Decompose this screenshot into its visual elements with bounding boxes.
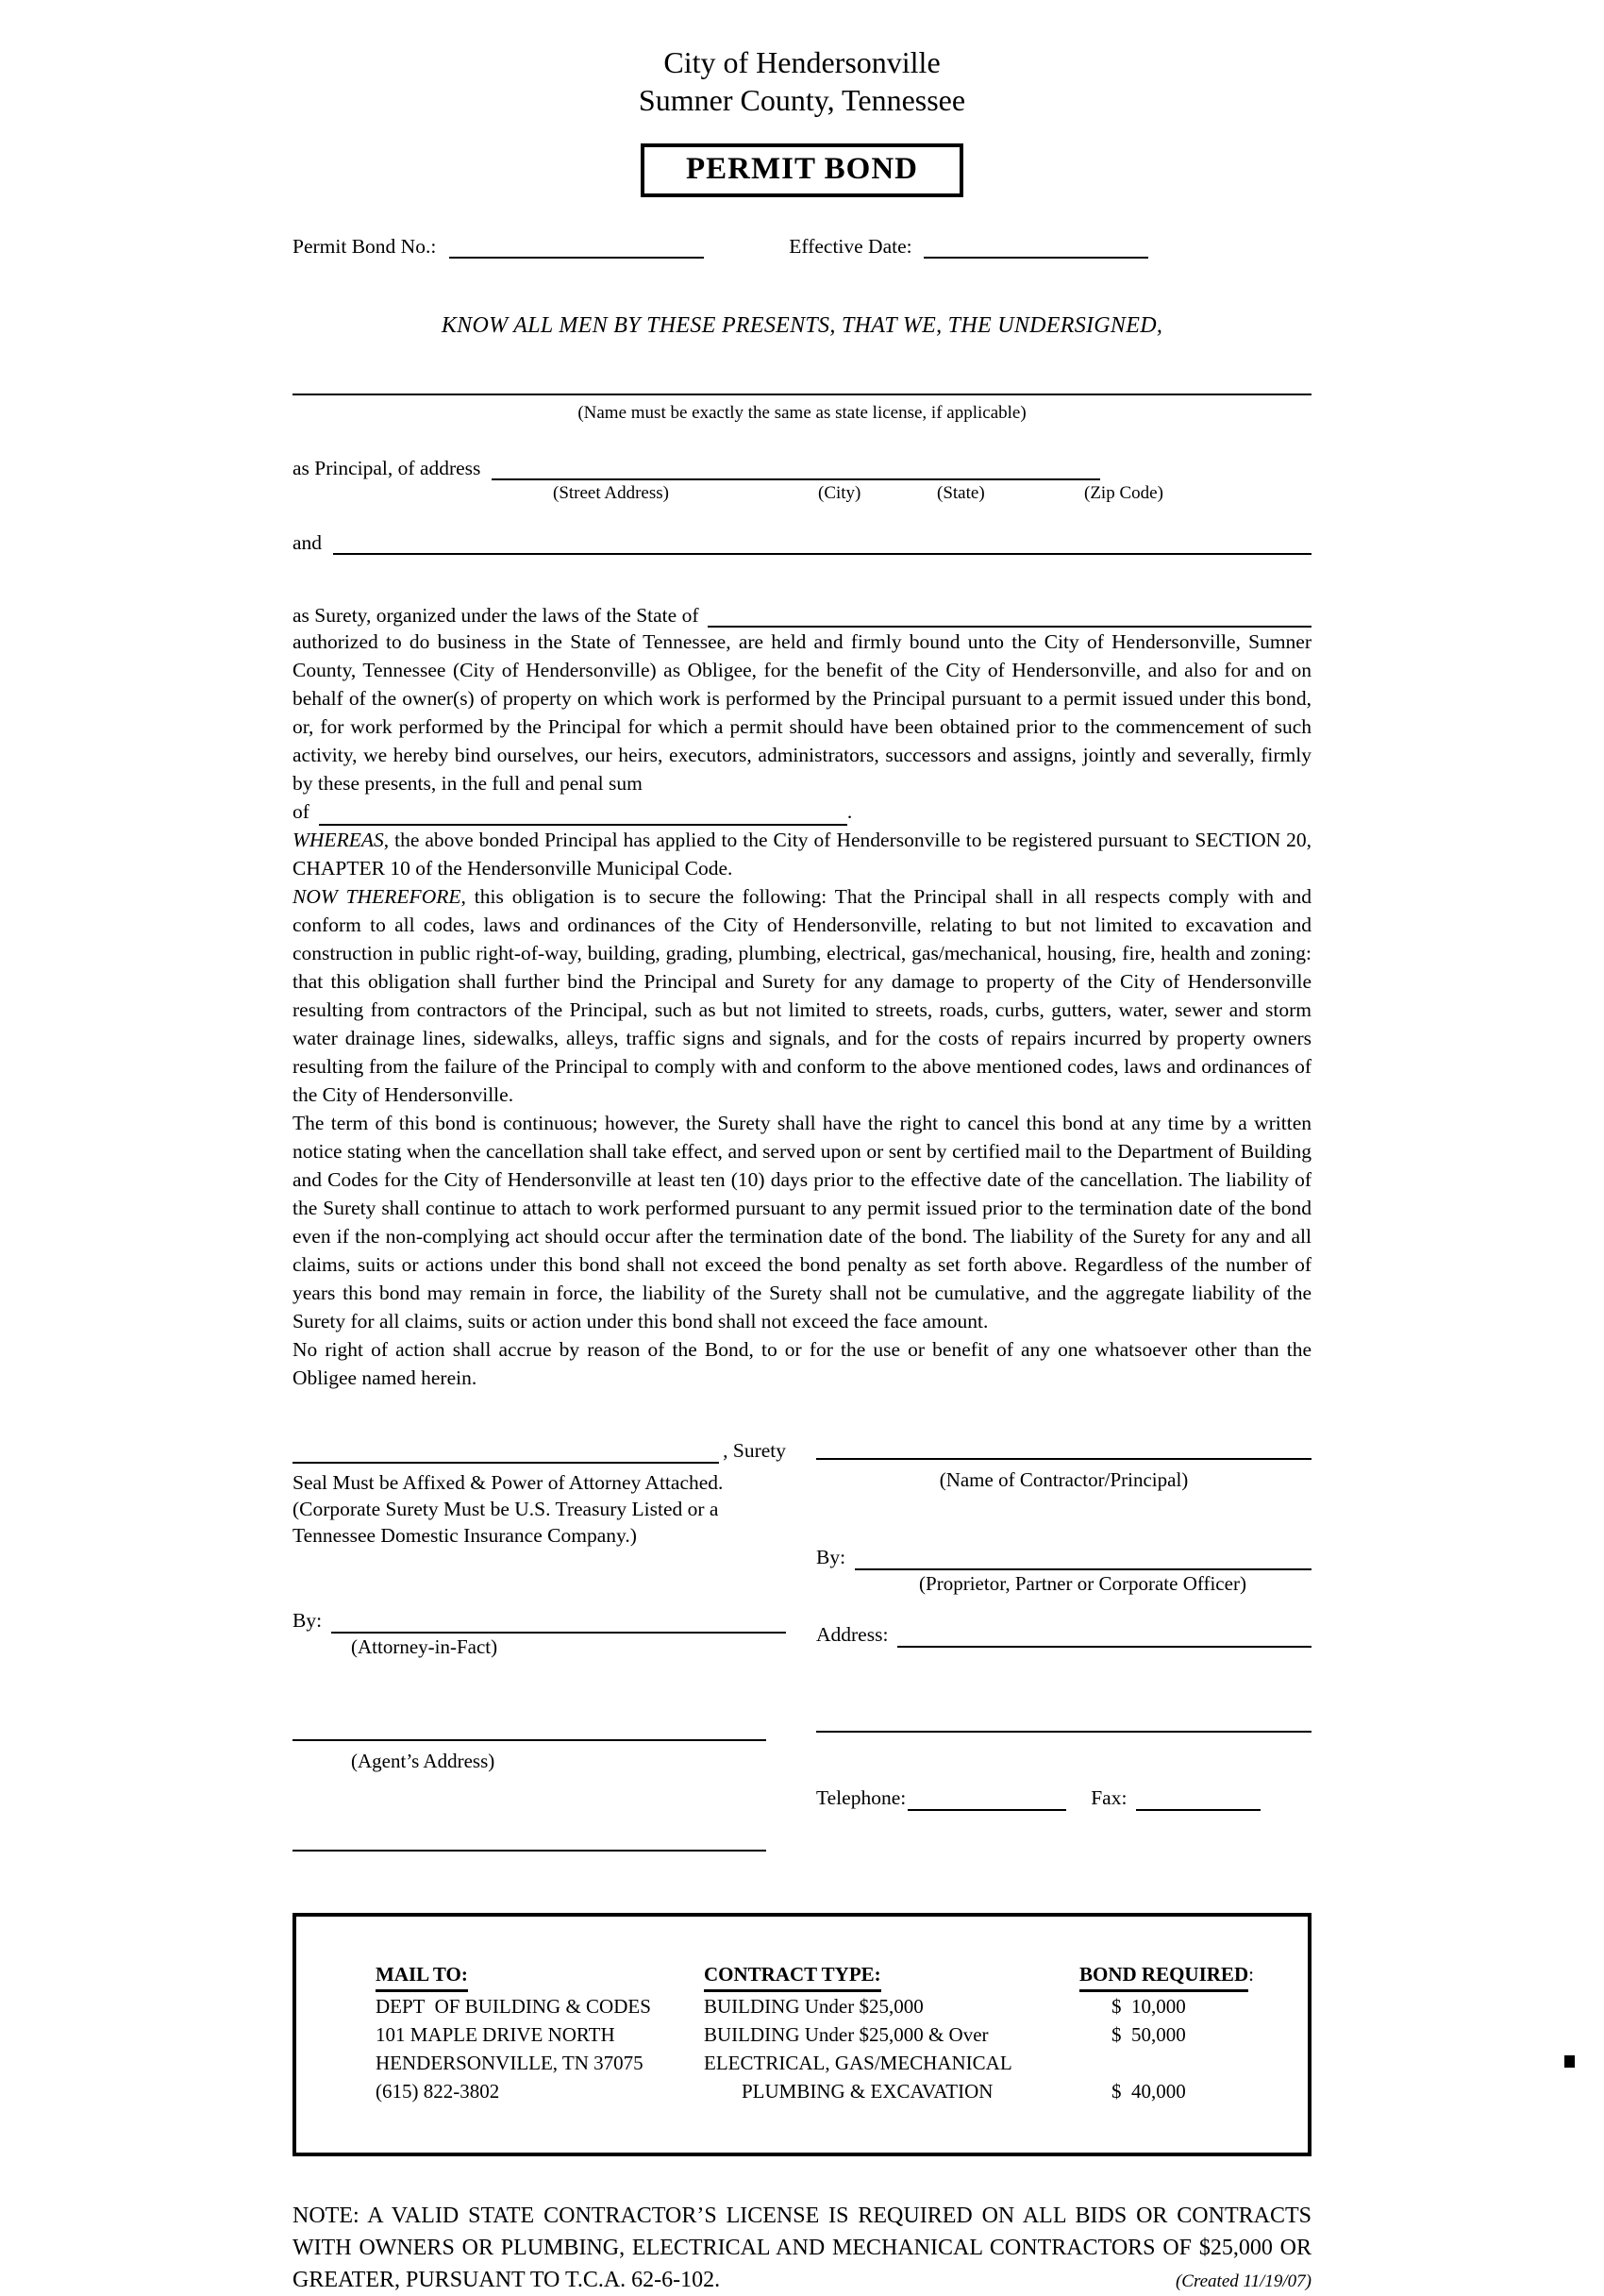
mail-to-header: MAIL TO:	[376, 1960, 468, 1992]
surety-name-field[interactable]	[333, 532, 1312, 555]
agent-address-field-2[interactable]	[292, 1829, 766, 1852]
zip-code-caption: (Zip Code)	[1084, 483, 1163, 503]
agent-address-row2	[292, 1829, 786, 1858]
now-therefore-paragraph	[292, 882, 1312, 1109]
mail-to-line: DEPT OF BUILDING & CODES	[376, 1995, 651, 2018]
document-title-line2: Sumner County, Tennessee	[638, 83, 966, 117]
contract-type-line: ELECTRICAL, GAS/MECHANICAL	[704, 2052, 1012, 2074]
banner-container	[292, 143, 1312, 197]
contractor-name-field[interactable]	[816, 1437, 1312, 1460]
principal-address-field[interactable]	[492, 458, 1100, 480]
now-therefore-text: , this obligation is to secure the following: That the Principal shall in all respects comply with and conform to all codes, laws and ordinances of the City of Hendersonville, relating to but not limited to excavation and construction in public right-of-way, building, grading, plumbing, electrical, gas/mechanical, housing, fire, health and zoning: that this obligation shall further bind the Principal and Surety for any damage to property of the City of Hendersonville resulting from contractors of the Principal, such as but not limited to streets, roads, curbs, gutters, water, sewer and storm water drainage lines, sidewalks, alleys, traffic signs and signals, and for the costs of repairs incurred by property owners resulting from the failure of the Principal to comply with and conform to the above mentioned codes, laws and ordinances of the City of Hendersonville.	[292, 885, 1312, 1106]
attorney-caption: (Attorney-in-Fact)	[351, 1635, 498, 1658]
officer-by-row	[816, 1544, 1312, 1570]
contractor-name-caption: (Name of Contractor/Principal)	[939, 1468, 1189, 1491]
agent-address-field[interactable]	[292, 1718, 766, 1741]
by-label-officer: By:	[816, 1546, 846, 1568]
name-caption: (Name must be exactly the same as state license, if applicable)	[577, 403, 1027, 423]
surety-signature-row	[292, 1437, 786, 1464]
bond-amount: $ 40,000	[1111, 2080, 1186, 2103]
oath-line: KNOW ALL MEN BY THESE PRESENTS, THAT WE, THE UNDERSIGNED,	[441, 313, 1163, 338]
principal-signature-column	[816, 1437, 1312, 1858]
bond-amount: $ 50,000	[1111, 2023, 1186, 2046]
officer-signature-field[interactable]	[855, 1548, 1312, 1570]
surety-signature-field[interactable]	[292, 1441, 719, 1464]
bond-required-column	[1079, 1960, 1291, 2105]
of-period: .	[846, 800, 853, 823]
bond-amount: $ 10,000	[1111, 1995, 1186, 2018]
bond-required-colon: :	[1248, 1963, 1254, 1986]
contractor-name-row	[816, 1437, 1312, 1466]
signature-section	[292, 1437, 1312, 1858]
contract-type-header: CONTRACT TYPE:	[704, 1960, 881, 1992]
whereas-lead: WHEREAS	[292, 829, 384, 851]
contract-type-line: PLUMBING & EXCAVATION	[742, 2080, 994, 2103]
officer-caption: (Proprietor, Partner or Corporate Officer)	[919, 1572, 1246, 1595]
contractor-address-row2	[816, 1710, 1312, 1739]
city-caption: (City)	[818, 483, 861, 503]
of-label: of	[292, 800, 309, 823]
contractor-address-field-2[interactable]	[816, 1710, 1312, 1733]
created-date-note: (Created 11/19/07)	[1175, 2271, 1312, 2291]
bound-paragraph: authorized to do business in the State of Tennessee, are held and firmly bound unto the City of Hendersonville, Sumner County, Tennessee (City of Hendersonville) as Obligee, for the benefit of the City of Hendersonville, and also for and on behalf of the owner(s) of property on which work is performed by the Principal pursuant to a permit issued under this bond, or, for work performed by the Principal for which a permit should have been obtained prior to the commencement of such activity, we hereby bind ourselves, our heirs, executors, administrators, successors and assigns, jointly and severally, firmly by these presents, in the full and penal sum	[292, 630, 1312, 795]
seal-note: Seal Must be Affixed & Power of Attorney Attached.	[292, 1471, 724, 1494]
permit-bond-no-field[interactable]	[449, 236, 704, 259]
telephone-fax-row	[816, 1785, 1312, 1811]
address-captions-row	[292, 482, 1312, 509]
surety-organized-label: as Surety, organized under the laws of the State of	[292, 604, 699, 627]
whereas-paragraph	[292, 826, 1312, 882]
attorney-in-fact-field[interactable]	[331, 1611, 786, 1634]
surety-state-row	[292, 604, 1312, 628]
by-label-attorney: By:	[292, 1609, 323, 1632]
surety-suffix-label: , Surety	[723, 1439, 786, 1462]
corporate-surety-note: (Corporate Surety Must be U.S. Treasury Listed or a Tennessee Domestic Insurance Company.)	[292, 1498, 719, 1547]
penal-sum-row	[292, 797, 1312, 826]
permit-bond-no-label: Permit Bond No.:	[292, 235, 437, 258]
state-caption: (State)	[937, 483, 985, 503]
bond-amounts	[1111, 1992, 1291, 2105]
document-content	[292, 0, 1312, 2296]
document-title-line1: City of Hendersonville	[663, 45, 941, 79]
top-fields-row	[292, 235, 1312, 259]
mail-to-line: (615) 822-3802	[376, 2080, 500, 2103]
bond-required-header: BOND REQUIRED	[1079, 1960, 1248, 1992]
mail-to-column	[376, 1960, 704, 2105]
scan-artifact-square	[1564, 2055, 1575, 2068]
fax-label: Fax:	[1091, 1786, 1128, 1809]
contract-type-line: BUILDING Under $25,000 & Over	[704, 2023, 989, 2046]
effective-date-field[interactable]	[924, 236, 1148, 259]
street-address-caption: (Street Address)	[553, 483, 669, 503]
now-therefore-lead: NOW THEREFORE	[292, 885, 461, 908]
contract-type-column	[704, 1960, 1079, 2105]
contractor-address-row	[816, 1621, 1312, 1648]
telephone-label: Telephone:	[816, 1786, 907, 1809]
agent-address-row	[292, 1718, 786, 1748]
principal-label: as Principal, of address	[292, 457, 481, 479]
bond-amount	[1111, 2049, 1291, 2077]
and-label: and	[292, 531, 323, 554]
mailing-info-box	[292, 1913, 1312, 2156]
attorney-by-row	[292, 1607, 786, 1634]
no-right-paragraph: No right of action shall accrue by reason of the Bond, to or for the use or benefit of any one whatsoever other than the Obligee named herein.	[292, 1338, 1312, 1389]
telephone-field[interactable]	[908, 1788, 1066, 1811]
penal-sum-field[interactable]	[319, 803, 847, 826]
agent-address-caption: (Agent’s Address)	[351, 1750, 495, 1772]
principal-name-field[interactable]	[292, 373, 1312, 395]
contractor-address-field[interactable]	[897, 1625, 1312, 1648]
surety-name-row	[292, 531, 1312, 555]
effective-date-label: Effective Date:	[789, 235, 912, 258]
mail-to-line: 101 MAPLE DRIVE NORTH	[376, 2023, 615, 2046]
mail-to-line: HENDERSONVILLE, TN 37075	[376, 2052, 643, 2074]
fax-field[interactable]	[1136, 1788, 1261, 1811]
permit-bond-banner: PERMIT BOND	[641, 143, 963, 197]
address-label: Address:	[816, 1623, 889, 1646]
principal-address-row	[292, 457, 1312, 480]
whereas-text: , the above bonded Principal has applied to the City of Hendersonville to be registered pursuant to SECTION 20, CHAPTER 10 of the Hendersonville Municipal Code.	[292, 829, 1312, 880]
license-note: NOTE: A VALID STATE CONTRACTOR’S LICENSE IS REQUIRED ON ALL BIDS OR CONTRACTS WITH OWNERS OR PLUMBING, ELECTRICAL AND MECHANICAL CONTRACTORS OF $25,000 OR GREATER, PURSUANT TO T.C.A. 62-6-102.	[292, 2204, 1312, 2292]
footer-note-container	[292, 2200, 1312, 2296]
term-paragraph: The term of this bond is continuous; however, the Surety shall have the right to cancel this bond at any time by a written notice stating when the cancellation shall take effect, and served upon or sent by certified mail to the Department of Building and Codes for the City of Hendersonville at least ten (10) days prior to the effective date of the cancellation. The liability of the Surety shall continue to attach to work performed pursuant to any permit issued prior to the termination date of the bond even if the non-complying act should occur after the termination date of the bond. The liability of the Surety for any and all claims, suits or actions under this bond shall not exceed the bond penalty as set forth above. Regardless of the number of years this bond may remain in force, the liability of the Surety shall not be cumulative, and the aggregate liability of the Surety for all claims, suits or action under this bond shall not exceed the face amount.	[292, 1112, 1312, 1332]
contract-type-line: BUILDING Under $25,000	[704, 1995, 924, 2018]
surety-signature-column	[292, 1437, 786, 1858]
principal-name-row	[292, 373, 1312, 400]
surety-state-field[interactable]	[708, 605, 1312, 628]
